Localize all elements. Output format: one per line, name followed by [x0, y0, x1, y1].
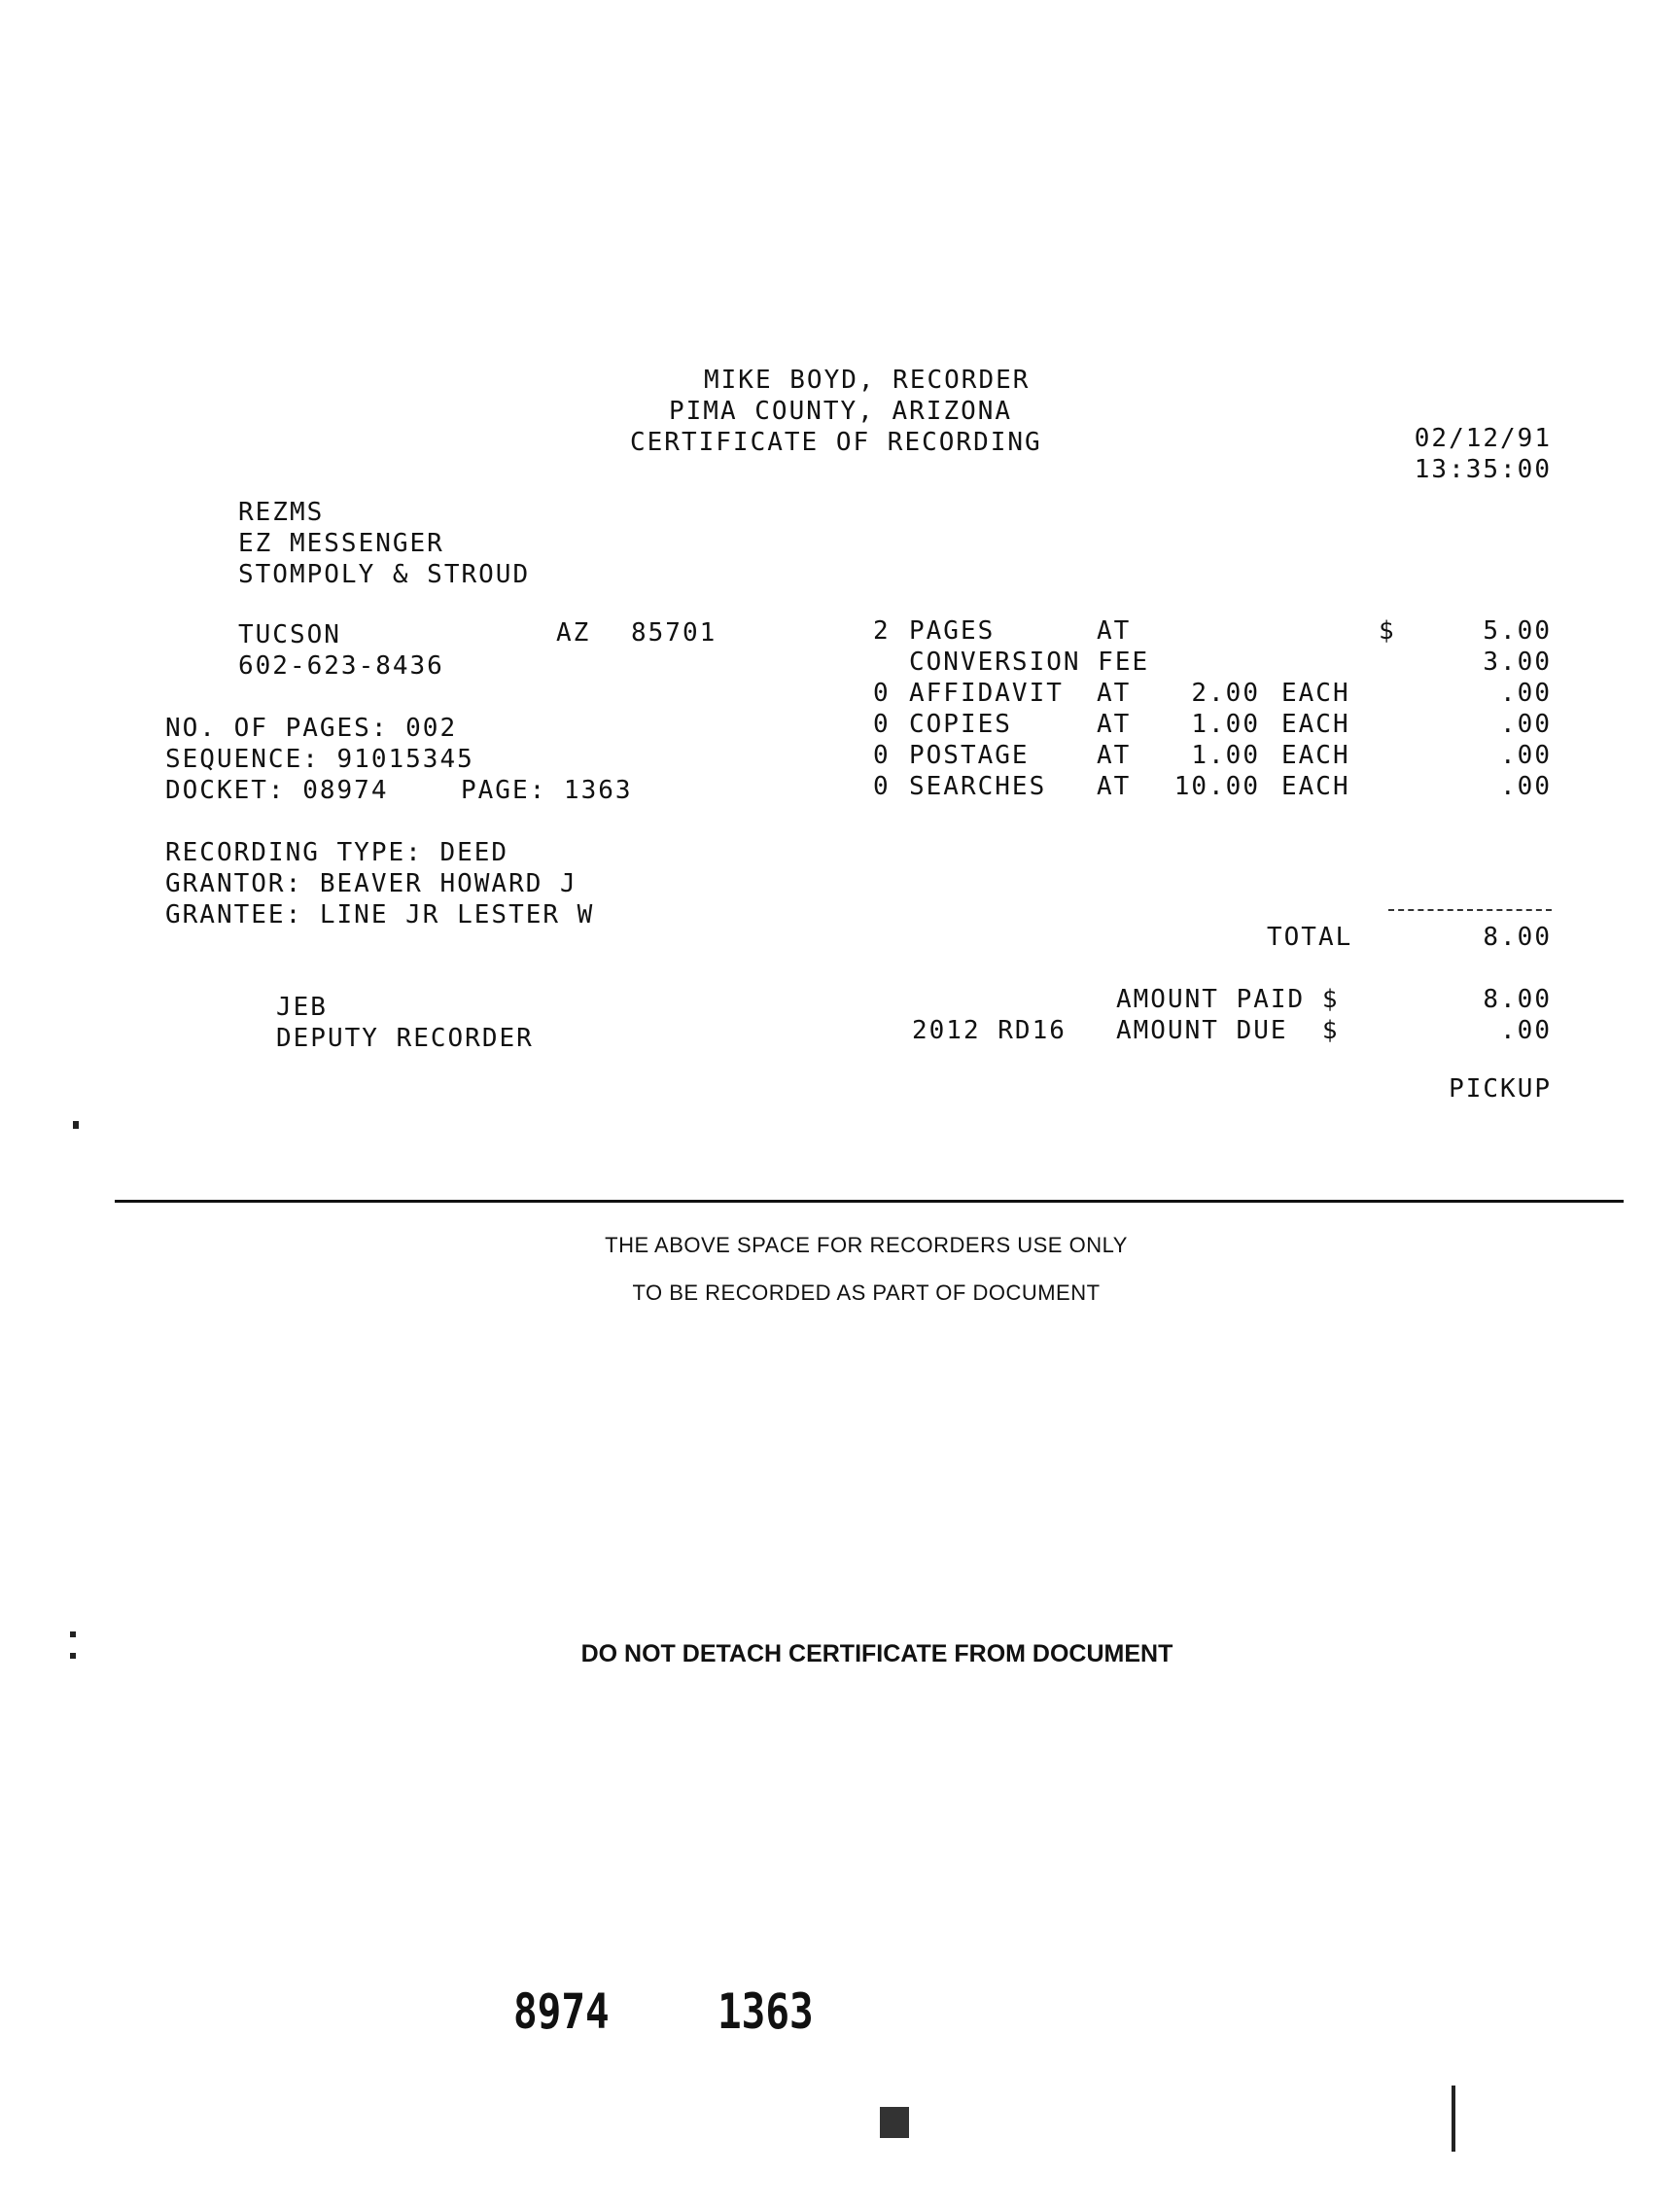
- docket-number: DOCKET: 08974: [165, 776, 389, 805]
- recorder-space-divider: [115, 1200, 1624, 1203]
- fee-at: AT: [1097, 616, 1132, 646]
- certificate-title: CERTIFICATE OF RECORDING: [630, 428, 1042, 457]
- fee-rate: 2.00: [1191, 679, 1260, 708]
- amount-paid-value: 8.00: [1483, 985, 1552, 1014]
- party-city: TUCSON: [238, 620, 341, 649]
- fee-currency: $: [1379, 616, 1396, 646]
- fee-qty: 0: [873, 679, 891, 708]
- recording-date: 02/12/91: [1414, 424, 1552, 453]
- deputy-title: DEPUTY RECORDER: [276, 1024, 534, 1053]
- party-name: EZ MESSENGER: [238, 529, 444, 558]
- fee-amount: 5.00: [1483, 616, 1552, 646]
- fee-item: CONVERSION FEE: [909, 648, 1150, 677]
- amount-due-value: .00: [1500, 1016, 1552, 1045]
- fee-each: EACH: [1281, 679, 1350, 708]
- margin-speck: [73, 1121, 79, 1129]
- fee-item: AFFIDAVIT: [909, 679, 1064, 708]
- fee-each: EACH: [1281, 710, 1350, 739]
- fee-amount: .00: [1500, 772, 1552, 801]
- fee-item: POSTAGE: [909, 741, 1030, 770]
- fee-qty: 0: [873, 741, 891, 770]
- amount-due-label: AMOUNT DUE $: [1116, 1016, 1340, 1045]
- party-phone: 602-623-8436: [238, 651, 444, 681]
- recording-time: 13:35:00: [1414, 455, 1552, 484]
- fee-rate: 1.00: [1191, 710, 1260, 739]
- recorder-name: MIKE BOYD, RECORDER: [704, 366, 1031, 395]
- fee-amount: .00: [1500, 710, 1552, 739]
- scan-mark-icon: [880, 2107, 909, 2138]
- fee-item: SEARCHES: [909, 772, 1047, 801]
- amount-paid-label: AMOUNT PAID $: [1116, 985, 1340, 1014]
- number-of-pages: NO. OF PAGES: 002: [165, 714, 458, 743]
- fee-amount: 3.00: [1483, 648, 1552, 677]
- total-value: 8.00: [1483, 923, 1552, 952]
- party-state: AZ: [556, 618, 591, 648]
- fee-amount: .00: [1500, 741, 1552, 770]
- deputy-initials: JEB: [276, 993, 328, 1022]
- fee-each: EACH: [1281, 772, 1350, 801]
- stamp-page: 1363: [718, 1983, 814, 2040]
- fee-at: AT: [1097, 679, 1132, 708]
- margin-speck: [70, 1653, 76, 1659]
- fee-qty: 0: [873, 710, 891, 739]
- fee-rate: 1.00: [1191, 741, 1260, 770]
- fee-amount: .00: [1500, 679, 1552, 708]
- do-not-detach-warning: DO NOT DETACH CERTIFICATE FROM DOCUMENT: [580, 1640, 1173, 1667]
- party-code: REZMS: [238, 498, 325, 527]
- stamp-docket: 8974: [513, 1983, 610, 2040]
- fee-qty: 0: [873, 772, 891, 801]
- recorded-part-notice: TO BE RECORDED AS PART OF DOCUMENT: [632, 1280, 1101, 1305]
- recording-type: RECORDING TYPE: DEED: [165, 838, 509, 867]
- margin-speck: [70, 1631, 76, 1637]
- margin-line: [1452, 2086, 1455, 2152]
- fee-item: COPIES: [909, 710, 1012, 739]
- party-zip: 85701: [631, 618, 718, 648]
- fee-each: EACH: [1281, 741, 1350, 770]
- grantee: GRANTEE: LINE JR LESTER W: [165, 900, 595, 929]
- fee-item: PAGES: [909, 616, 996, 646]
- fee-at: AT: [1097, 741, 1132, 770]
- station-code: 2012 RD16: [912, 1016, 1067, 1045]
- fee-qty: 2: [873, 616, 891, 646]
- recorders-use-notice: THE ABOVE SPACE FOR RECORDERS USE ONLY: [605, 1233, 1128, 1257]
- grantor: GRANTOR: BEAVER HOWARD J: [165, 869, 578, 898]
- party-company: STOMPOLY & STROUD: [238, 560, 531, 589]
- total-divider: [1388, 909, 1552, 911]
- fee-at: AT: [1097, 710, 1132, 739]
- total-label: TOTAL: [1267, 923, 1353, 952]
- fee-at: AT: [1097, 772, 1132, 801]
- sequence-number: SEQUENCE: 91015345: [165, 745, 474, 774]
- county-name: PIMA COUNTY, ARIZONA: [669, 397, 1013, 426]
- pickup-label: PICKUP: [1449, 1074, 1552, 1104]
- page-number: PAGE: 1363: [461, 776, 633, 805]
- fee-rate: 10.00: [1173, 772, 1260, 801]
